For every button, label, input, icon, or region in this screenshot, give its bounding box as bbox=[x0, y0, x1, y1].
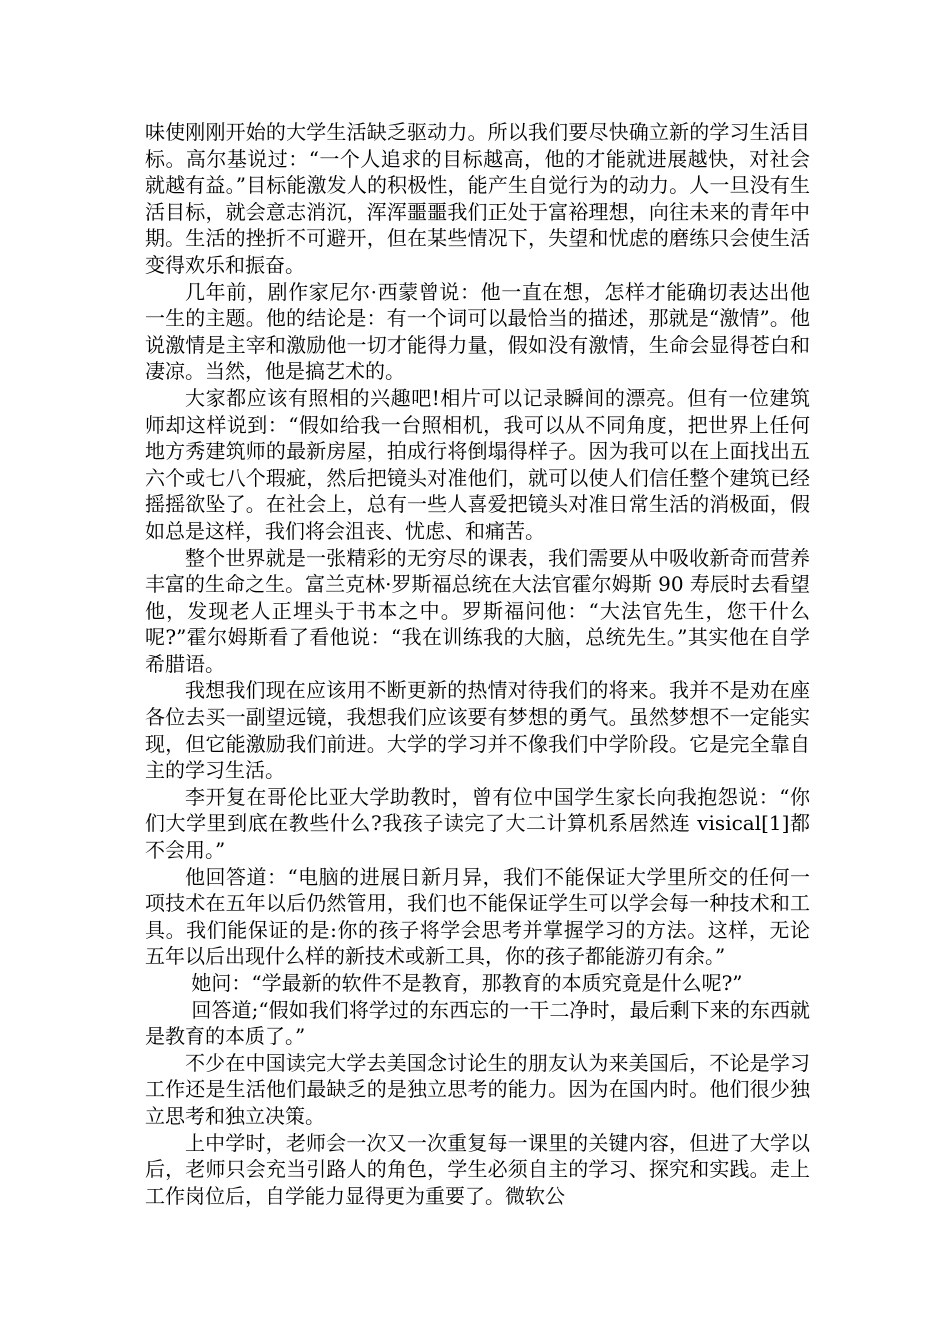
paragraph: 大家都应该有照相的兴趣吧!相片可以记录瞬间的漂亮。但有一位建筑师却这样说到：“假如给我一台照相机，我可以从不同角度，把世界上任何地方秀建筑师的最新房屋，拍成行将倒塌得样子。因为我可以在上面找出五六个或七八个瑕疵，然后把镜头对准他们，就可以使人们信任整个建筑已经摇摇欲坠了。在社会上，总有一些人喜爱把镜头对准日常生活的消极面，假如总是这样，我们将会沮丧、忧虑、和痛苦。 bbox=[145, 385, 810, 543]
paragraph: 回答道;“假如我们将学过的东西忘的一干二净时，最后剩下来的东西就是教育的本质了。” bbox=[145, 997, 811, 1049]
paragraph-continuation: 味使刚刚开始的大学生活缺乏驱动力。所以我们要尽快确立新的学习生活目标。高尔基说过：“一个人追求的目标越高，他的才能就进展越快，对社会就越有益。”目标能激发人的积极性，能产生自觉行为的动力。人一旦没有生活目标，就会意志消沉，浑浑噩噩我们正处于富裕理想，向往未来的青年中期。生活的挫折不可避开，但在某些情况下，失望和忧虑的磨练只会使生活变得欢乐和振奋。 bbox=[145, 120, 810, 277]
paragraph: 她问：“学最新的软件不是教育，那教育的本质究竟是什么呢?” bbox=[185, 971, 743, 995]
paragraph: 几年前，剧作家尼尔·西蒙曾说：他一直在想，怎样才能确切表达出他一生的主题。他的结论是：有一个词可以最恰当的描述，那就是“激情”。他说激情是主宰和激励他一切才能得力量，假如没有激情，生命会显得苍白和凄凉。当然，他是搞艺术的。 bbox=[145, 279, 810, 384]
paragraph: 他回答道：“电脑的进展日新月异，我们不能保证大学里所交的任何一项技术在五年以后仍然管用，我们也不能保证学生可以学会每一种技术和工具。我们能保证的是:你的孩子将学会思考并掌握学习的方法。这样，无论五年以后出现什么样的新技术或新工具，你的孩子都能游刃有余。” bbox=[145, 864, 810, 969]
paragraph: 李开复在哥伦比亚大学助教时，曾有位中国学生家长向我抱怨说：“你们大学里到底在教些什么?我孩子读完了大二计算机系居然连 visical[1]都不会用。” bbox=[145, 784, 810, 863]
paragraph: 整个世界就是一张精彩的无穷尽的课表，我们需要从中吸收新奇而营养丰富的生命之生。富兰克林·罗斯福总统在大法官霍尔姆斯 90 寿辰时去看望他，发现老人正埋头于书本之中。罗斯福问他：“大法官先生，您干什么呢?”霍尔姆斯看了看他说：“我在训练我的大脑，总统先生。”其实他在自学希腊语。 bbox=[145, 545, 810, 676]
paragraph: 不少在中国读完大学去美国念讨论生的朋友认为来美国后，不论是学习工作还是生活他们最缺乏的是独立思考的能力。因为在国内时。他们很少独立思考和独立决策。 bbox=[145, 1050, 810, 1128]
paragraph: 上中学时，老师会一次又一次重复每一课里的关键内容，但进了大学以后，老师只会充当引路人的角色，学生必须自主的学习、探究和实践。走上工作岗位后，自学能力显得更为重要了。微软公 bbox=[145, 1130, 810, 1208]
paragraph: 我想我们现在应该用不断更新的热情对待我们的将来。我并不是劝在座各位去买一副望远镜，我想我们应该要有梦想的勇气。虽然梦想不一定能实现，但它能激励我们前进。大学的学习并不像我们中学阶段。它是完全靠自主的学习生活。 bbox=[145, 678, 810, 783]
document-body bbox=[145, 119, 810, 1209]
